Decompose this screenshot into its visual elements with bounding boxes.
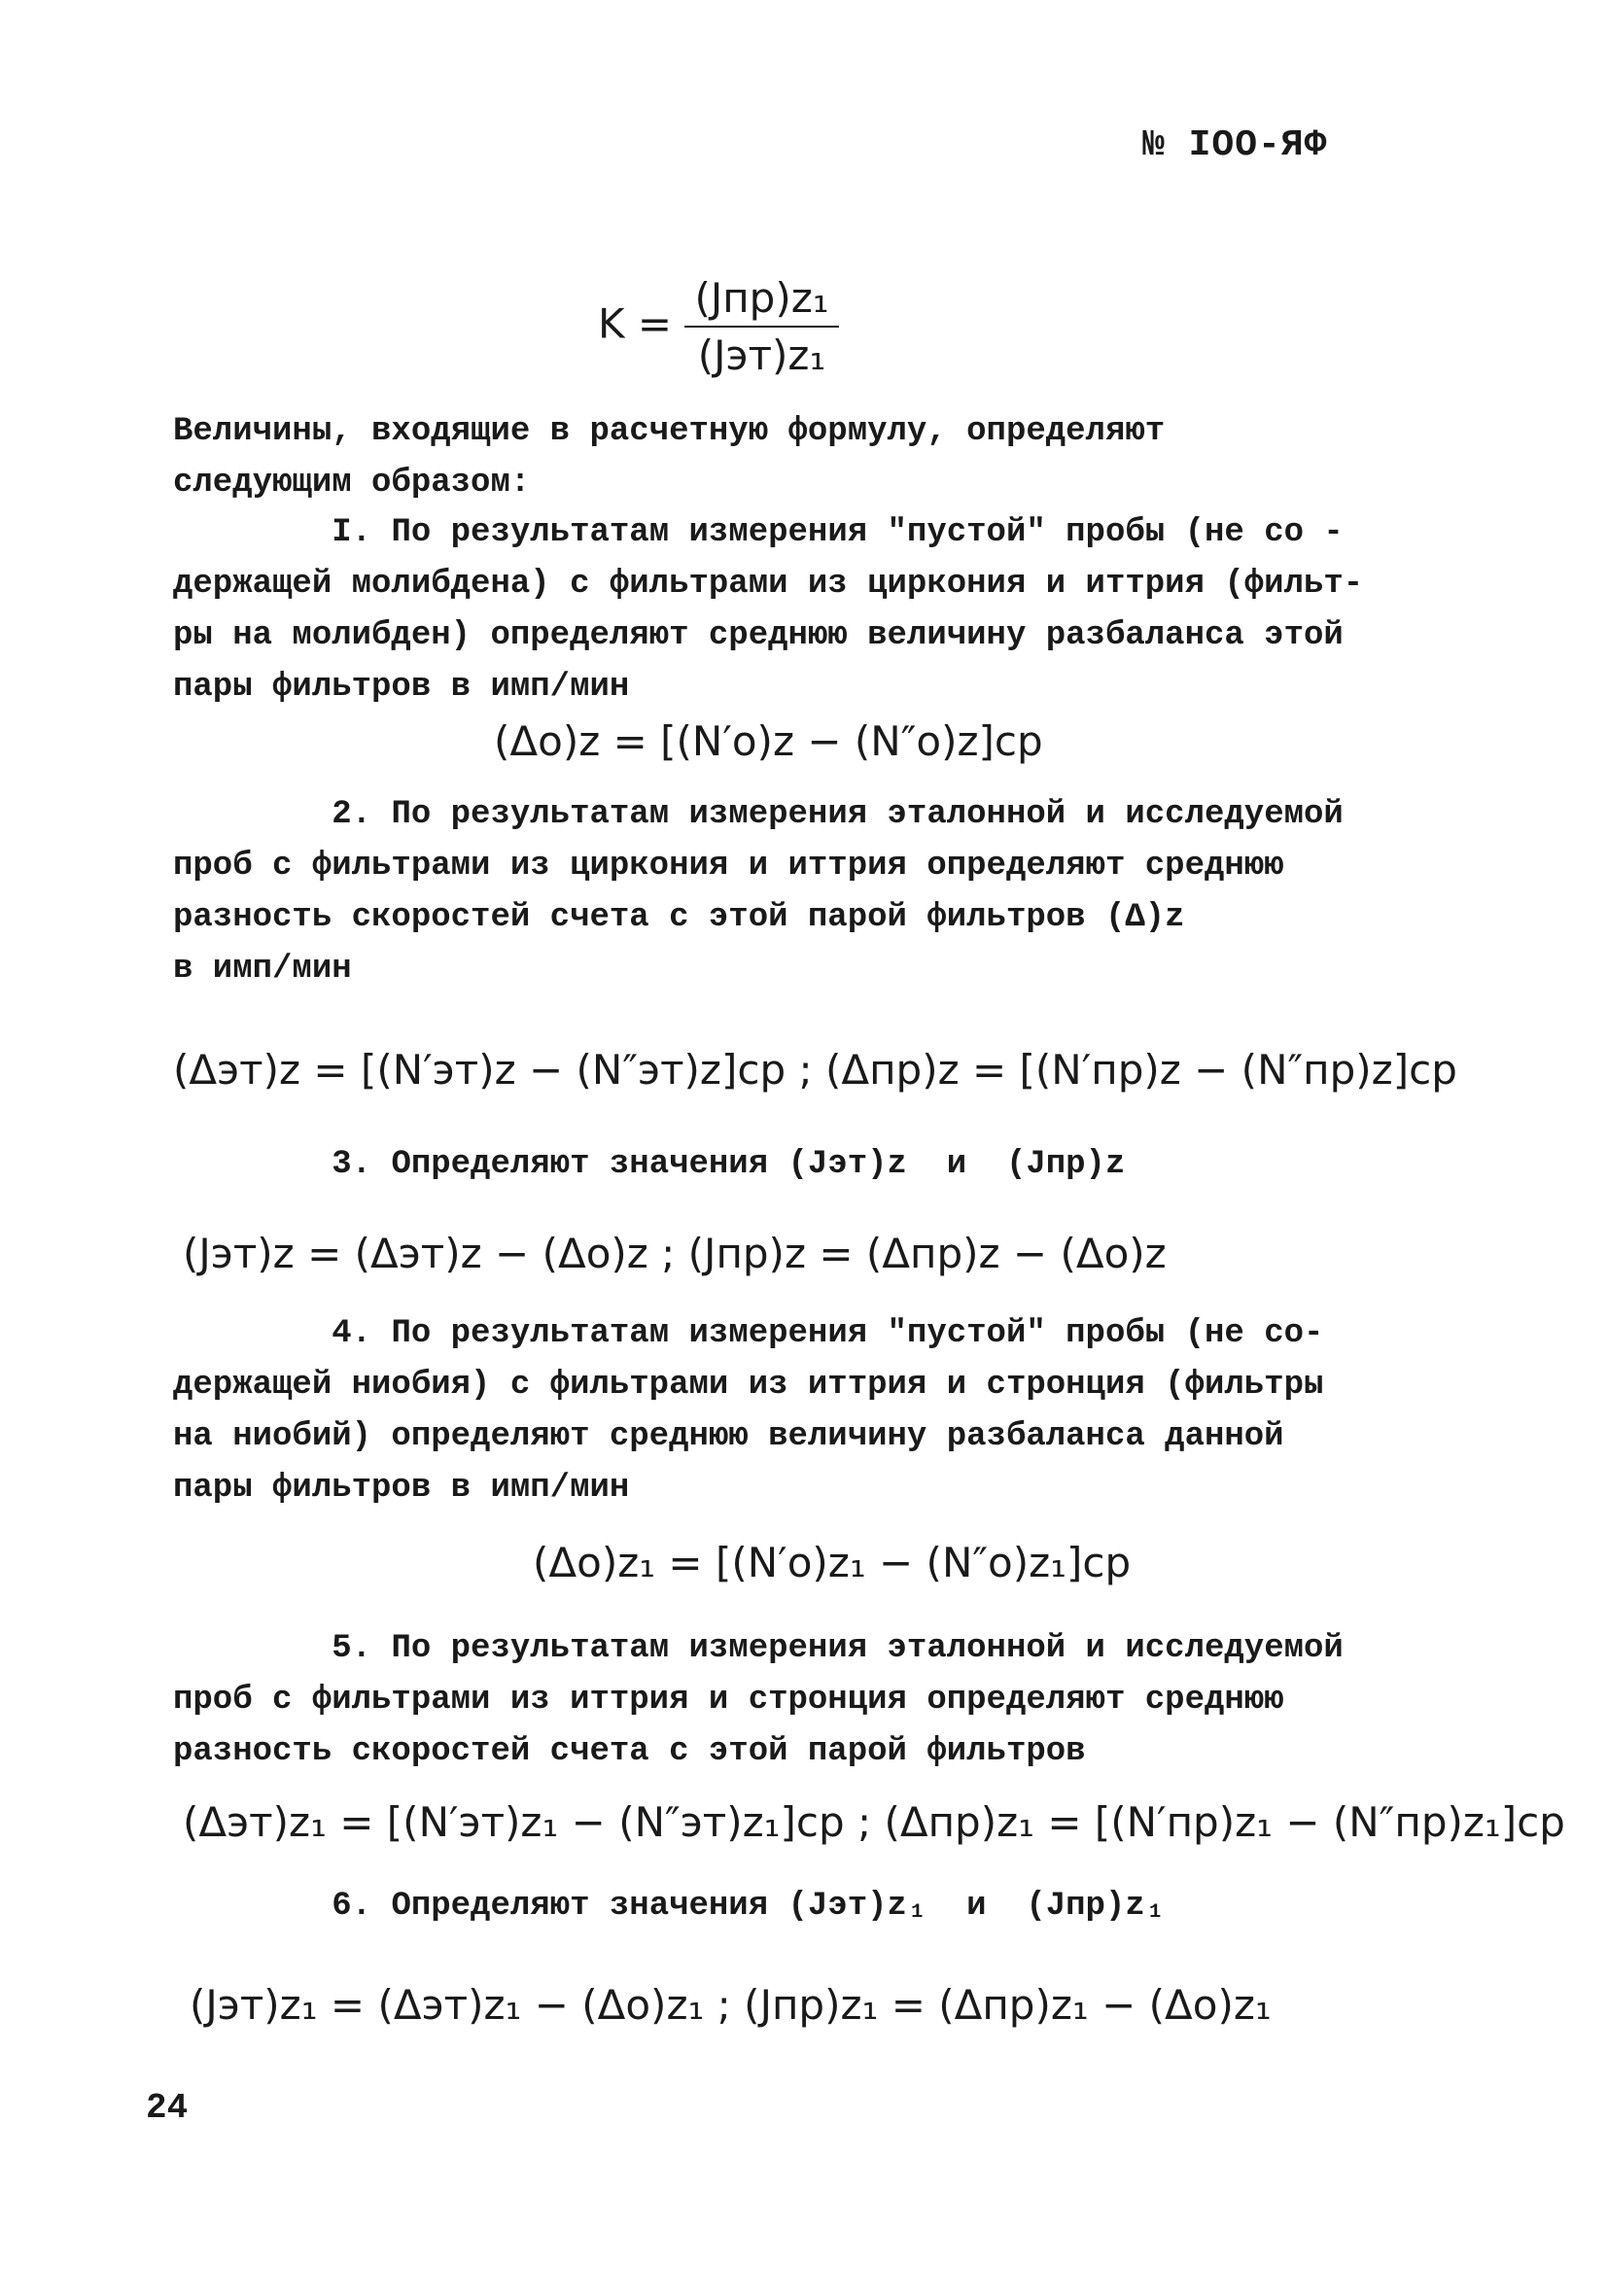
formula-delta-et-pr-z1: (Δэт)z₁ = [(N′эт)z₁ − (N″эт)z₁]ср ; (Δпр)z₁ = [(N′пр)z₁ − (N″пр)z₁]ср <box>183 1798 1565 1846</box>
formula-delta-o-z1: (Δo)z₁ = [(N′o)z₁ − (N″o)z₁]ср <box>533 1539 1132 1586</box>
step-4-paragraph: 4. По результатам измерения "пустой" пробы (не со- держащей ниобия) с фильтрами из иттрия и стронция (фильтры на ниобий) определяют среднюю величину разбаланса данной пары фильтров в имп/мин <box>173 1315 1324 1507</box>
intro-paragraph: Величины, входящие в расчетную формулу, определяют следующим образом: <box>173 413 1166 502</box>
formula-delta-et-pr-z: (Δэт)z = [(N′эт)z − (N″эт)z]ср ; (Δпр)z = [(N′пр)z − (N″пр)z]ср <box>173 1046 1457 1094</box>
formula-j-et-pr-z: (Jэт)z = (Δэт)z − (Δo)z ; (Jпр)z = (Δпр)z − (Δo)z <box>183 1230 1167 1277</box>
step-6-paragraph: 6. Определяют значения (Jэт)z₁ и (Jпр)z₁ <box>173 1888 1166 1925</box>
formula-k-denominator: (Jэт)z₁ <box>697 331 826 379</box>
formula-k-fraction <box>684 274 838 379</box>
formula-j-et-pr-z1: (Jэт)z₁ = (Δэт)z₁ − (Δo)z₁ ; (Jпр)z₁ = (Δпр)z₁ − (Δo)z₁ <box>190 1981 1272 2029</box>
step-1-paragraph: I. По результатам измерения "пустой" пробы (не со - держащей молибдена) с фильтрами из циркония и иттрия (фильт- ры на молибден) определяют среднюю величину разбаланса этой пары фильтров в имп/мин <box>173 514 1364 706</box>
formula-k-lhs: K = <box>598 299 673 348</box>
formula-k-numerator: (Jпр)z₁ <box>684 274 838 328</box>
formula-delta-o-z: (Δo)z = [(N′o)z − (N″o)z]ср <box>494 717 1043 765</box>
step-2-paragraph: 2. По результатам измерения эталонной и исследуемой проб с фильтрами из циркония и иттрия определяют среднюю разность скоростей счета с этой парой фильтров (Δ)z в имп/мин <box>173 796 1344 988</box>
page-number: 24 <box>146 2088 189 2128</box>
step-5-paragraph: 5. По результатам измерения эталонной и исследуемой проб с фильтрами из иттрия и стронция определяют среднюю разность скоростей счета с этой парой фильтров <box>173 1630 1344 1770</box>
document-number: № IOO-ЯФ <box>1142 124 1328 166</box>
step-3-paragraph: 3. Определяют значения (Jэт)z и (Jпр)z <box>173 1146 1126 1183</box>
formula-k <box>598 274 839 379</box>
